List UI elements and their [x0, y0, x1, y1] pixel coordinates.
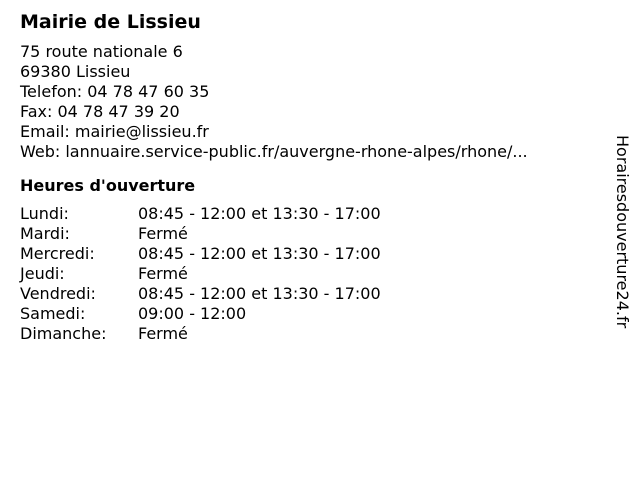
- hours-row-saturday: [20, 304, 600, 324]
- day-label: Dimanche:: [20, 324, 107, 343]
- hours-row-sunday: [20, 324, 600, 344]
- day-label: Lundi:: [20, 204, 69, 223]
- day-label: Samedi:: [20, 304, 86, 323]
- address-street: 75 route nationale 6: [20, 42, 183, 61]
- opening-hours-heading: Heures d'ouverture: [20, 176, 196, 195]
- site-brand-text: Horairesdouverture24.fr: [613, 135, 632, 329]
- place-name: Mairie de Lissieu: [20, 11, 201, 33]
- hours-row-thursday: [20, 264, 600, 284]
- contact-block: [20, 42, 600, 162]
- day-label: Vendredi:: [20, 284, 96, 303]
- phone-number: Telefon: 04 78 47 60 35: [20, 82, 210, 101]
- website-link[interactable]: Web: lannuaire.service-public.fr/auvergne-rhone-alpes/rhone/...: [20, 142, 528, 161]
- hours-row-friday: [20, 284, 600, 304]
- day-label: Mardi:: [20, 224, 70, 243]
- day-hours: 09:00 - 12:00: [138, 304, 247, 323]
- day-label: Jeudi:: [20, 264, 65, 283]
- address-city: 69380 Lissieu: [20, 62, 131, 81]
- place-card: [20, 10, 600, 344]
- day-hours: 08:45 - 12:00 et 13:30 - 17:00: [138, 244, 381, 263]
- day-hours: Fermé: [138, 224, 188, 243]
- day-label: Mercredi:: [20, 244, 95, 263]
- opening-hours-table: [20, 204, 600, 344]
- day-hours: Fermé: [138, 324, 188, 343]
- hours-row-tuesday: [20, 224, 600, 244]
- day-hours: 08:45 - 12:00 et 13:30 - 17:00: [138, 284, 381, 303]
- day-hours: 08:45 - 12:00 et 13:30 - 17:00: [138, 204, 381, 223]
- site-brand-watermark: [612, 135, 632, 371]
- fax-number: Fax: 04 78 47 39 20: [20, 102, 180, 121]
- hours-row-wednesday: [20, 244, 600, 264]
- hours-row-monday: [20, 204, 600, 224]
- email-address: Email: mairie@lissieu.fr: [20, 122, 209, 141]
- day-hours: Fermé: [138, 264, 188, 283]
